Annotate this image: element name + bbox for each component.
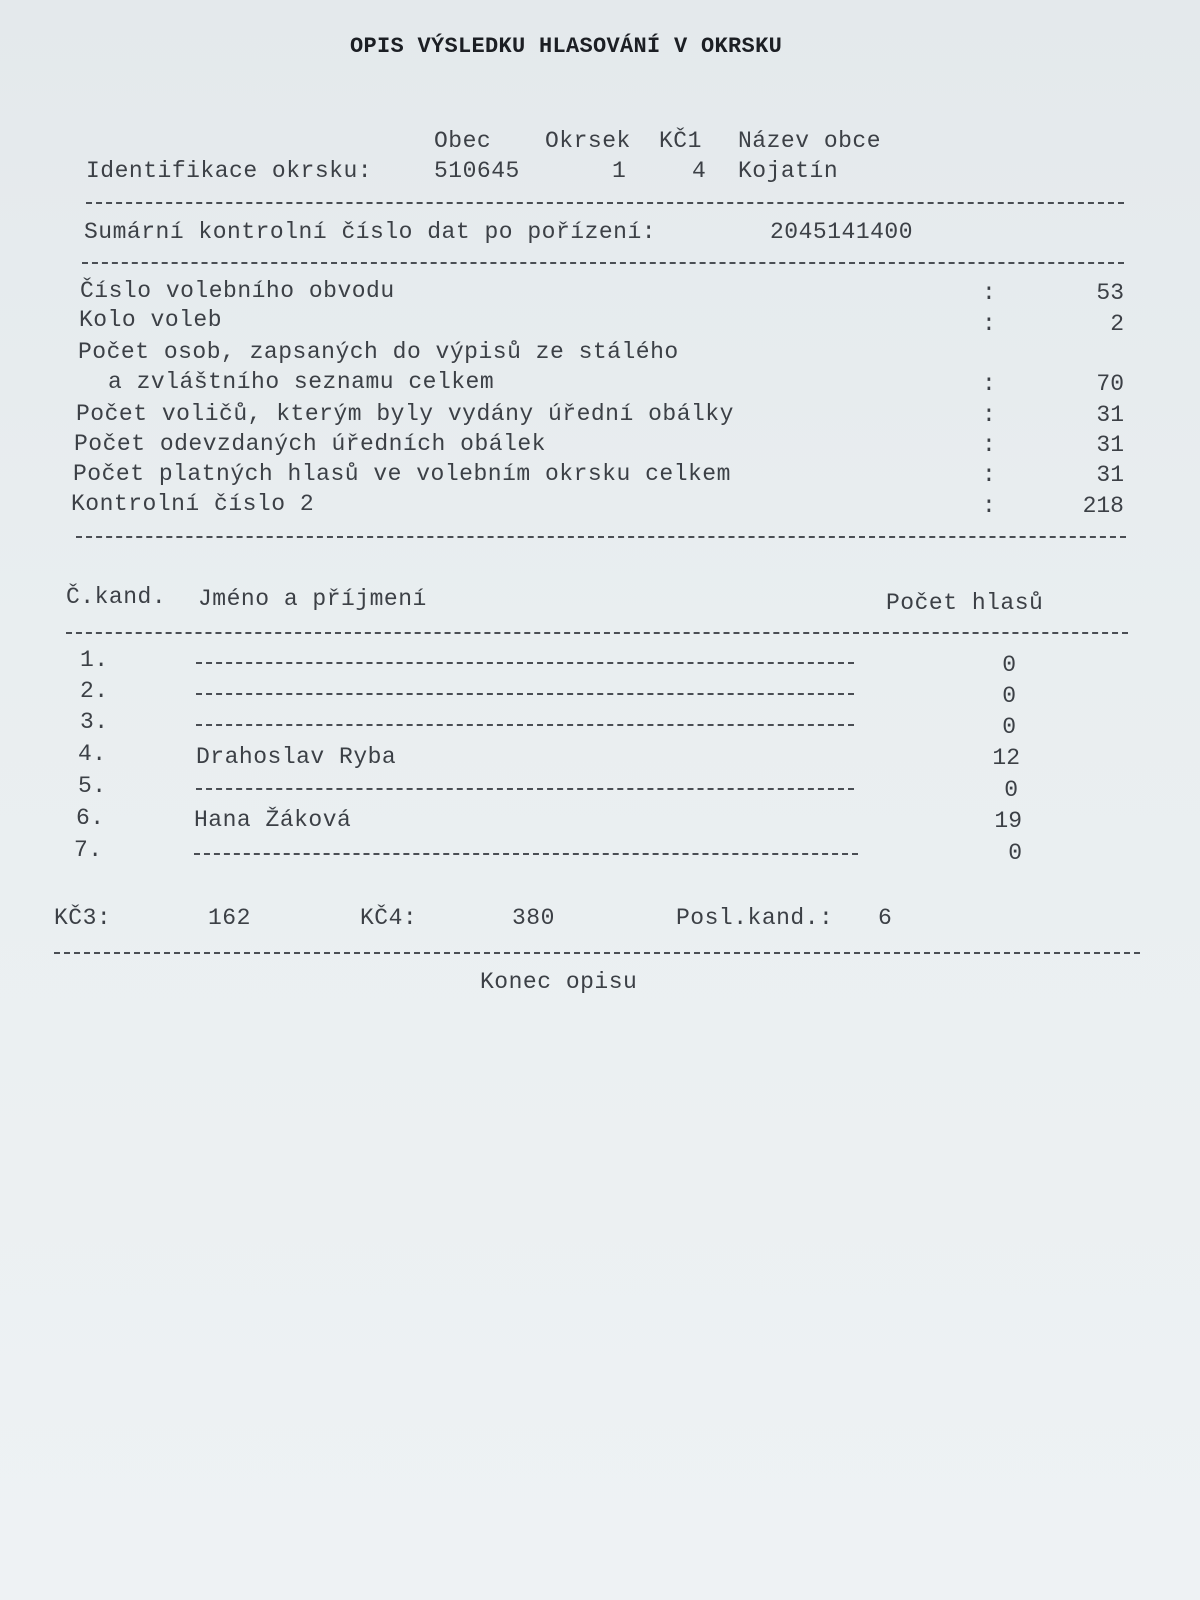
divider — [82, 262, 1124, 264]
candidate-number: 7. — [74, 837, 103, 863]
kc4-label: KČ4: — [360, 905, 418, 931]
stat-value: 31 — [1096, 462, 1124, 488]
candidate-name: Hana Žáková — [194, 807, 352, 833]
kc3-label: KČ3: — [54, 905, 112, 931]
candidates-header-number: Č.kand. — [66, 584, 167, 610]
stat-colon: : — [982, 402, 996, 428]
header-kc1: KČ1 — [659, 128, 702, 154]
candidate-number: 6. — [76, 805, 105, 831]
candidate-votes: 12 — [992, 745, 1020, 771]
last-candidate-value: 6 — [878, 905, 893, 931]
identification-label: Identifikace okrsku: — [86, 158, 373, 184]
empty-name-line — [194, 853, 858, 855]
stat-value: 31 — [1096, 402, 1124, 428]
kc4-value: 380 — [512, 905, 555, 931]
divider — [76, 536, 1126, 538]
checksum-value: 2045141400 — [770, 219, 914, 245]
divider — [54, 952, 1140, 954]
stat-label-continuation: a zvláštního seznamu celkem — [108, 369, 495, 395]
stat-value: 218 — [1082, 493, 1124, 519]
stat-colon: : — [982, 493, 996, 519]
stat-value: 2 — [1110, 311, 1124, 337]
stat-value: 70 — [1096, 371, 1124, 397]
stat-value: 31 — [1096, 432, 1124, 458]
empty-name-line — [196, 662, 854, 664]
stat-colon: : — [982, 311, 996, 337]
stat-value: 53 — [1096, 280, 1124, 306]
identification-okrsek: 1 — [612, 158, 627, 184]
candidate-number: 3. — [80, 709, 109, 735]
stat-label: Kontrolní číslo 2 — [71, 491, 315, 517]
stat-colon: : — [982, 371, 996, 397]
checksum-label: Sumární kontrolní číslo dat po pořízení: — [84, 219, 657, 245]
header-okrsek: Okrsek — [545, 128, 631, 154]
stat-colon: : — [982, 462, 996, 488]
candidate-name: Drahoslav Ryba — [196, 744, 397, 770]
candidate-votes: 0 — [1004, 777, 1018, 803]
candidates-header-votes: Počet hlasů — [886, 590, 1044, 616]
header-nazev-obce: Název obce — [738, 128, 882, 154]
divider — [86, 202, 1124, 204]
kc3-value: 162 — [208, 905, 251, 931]
stat-colon: : — [982, 280, 996, 306]
empty-name-line — [196, 724, 854, 726]
empty-name-line — [196, 788, 854, 790]
stat-label: Počet odevzdaných úředních obálek — [74, 431, 546, 457]
stat-label: Počet voličů, kterým byly vydány úřední obálky — [76, 401, 734, 427]
header-obec: Obec — [434, 128, 492, 154]
candidate-number: 5. — [78, 773, 107, 799]
candidate-number: 2. — [80, 678, 109, 704]
divider — [66, 632, 1128, 634]
identification-nazev: Kojatín — [738, 158, 839, 184]
stat-label: Počet osob, zapsaných do výpisů ze stálého — [78, 339, 679, 365]
stat-label: Číslo volebního obvodu — [80, 278, 395, 304]
empty-name-line — [196, 693, 854, 695]
end-of-document: Konec opisu — [480, 969, 638, 995]
candidates-header-name: Jméno a příjmení — [198, 586, 427, 612]
candidate-votes: 0 — [1002, 714, 1016, 740]
candidate-votes: 0 — [1008, 840, 1022, 866]
stat-colon: : — [982, 432, 996, 458]
candidate-number: 4. — [78, 741, 107, 767]
last-candidate-label: Posl.kand.: — [676, 905, 834, 931]
document-title: OPIS VÝSLEDKU HLASOVÁNÍ V OKRSKU — [350, 34, 783, 59]
candidate-votes: 0 — [1002, 652, 1016, 678]
stat-label: Počet platných hlasů ve volebním okrsku celkem — [73, 461, 731, 487]
candidate-number: 1. — [80, 647, 109, 673]
candidate-votes: 0 — [1002, 683, 1016, 709]
identification-kc1: 4 — [692, 158, 707, 184]
stat-label: Kolo voleb — [79, 307, 223, 333]
candidate-votes: 19 — [994, 808, 1022, 834]
identification-obec: 510645 — [434, 158, 520, 184]
